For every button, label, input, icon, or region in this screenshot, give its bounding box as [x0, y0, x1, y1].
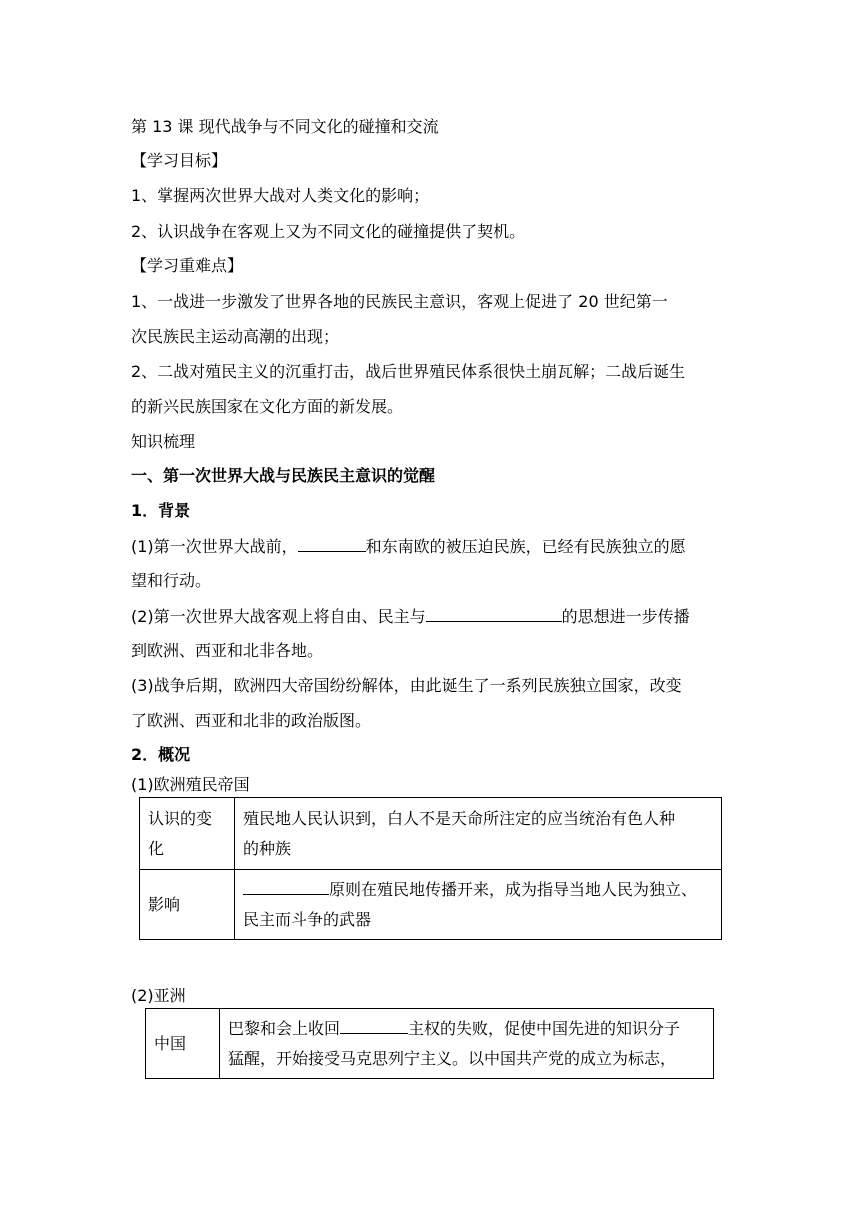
table-row — [146, 1009, 714, 1079]
text: 的思想进一步传播 — [561, 607, 690, 626]
text: 和东南欧的被压迫民族，已经有民族独立的愿 — [365, 537, 686, 556]
objectives-heading: 【学习目标】 — [131, 151, 228, 170]
cell-text: 殖民地人民认识到，白人不是天命所注定的应当统治有色人种 — [243, 808, 676, 828]
asia-table — [145, 1008, 714, 1079]
key-point-text: 次民族民主运动高潮的出现； — [131, 327, 340, 346]
cell-text: 化 — [148, 838, 165, 858]
text: (2)第一次世界大战客观上将自由、民主与 — [131, 607, 426, 626]
background-item-2 — [131, 606, 690, 627]
fill-blank[interactable] — [340, 1018, 408, 1034]
table-label-cell — [140, 798, 235, 870]
background-item-1-cont: 望和行动。 — [131, 571, 212, 590]
background-item-3-cont: 了欧洲、西亚和北非的政治版图。 — [131, 711, 372, 730]
subsection-heading: 1．背景 — [131, 501, 191, 520]
cell-text: 影响 — [148, 894, 181, 914]
text: (1)第一次世界大战前， — [131, 537, 298, 556]
cell-text: 中国 — [154, 1033, 187, 1053]
cell-text: 民主而斗争的武器 — [243, 909, 372, 929]
page-title: 第 13 课 现代战争与不同文化的碰撞和交流 — [131, 117, 439, 136]
objective-item: 2、认识战争在客观上又为不同文化的碰撞提供了契机。 — [131, 222, 526, 241]
europe-table — [139, 797, 722, 940]
cell-text — [243, 875, 713, 905]
cell-text: 猛醒，开始接受马克思列宁主义。以中国共产党的成立为标志， — [228, 1048, 677, 1068]
key-point-text: 2、二战对殖民主义的沉重打击，战后世界殖民体系很快土崩瓦解；二战后诞生 — [131, 362, 686, 381]
fill-blank[interactable] — [243, 879, 329, 895]
table-row — [140, 870, 722, 940]
key-points-heading: 【学习重难点】 — [131, 256, 244, 275]
knowledge-heading: 知识梳理 — [131, 432, 196, 451]
table-row — [140, 798, 722, 870]
table-content-cell — [235, 870, 722, 940]
cell-text — [228, 1014, 705, 1044]
text: 原则在殖民地传播开来，成为指导当地人民为独立、 — [329, 879, 698, 899]
table-content-cell — [220, 1009, 714, 1079]
cell-text: 的种族 — [243, 838, 292, 858]
table-content-cell — [235, 798, 722, 870]
background-item-3: (3)战争后期，欧洲四大帝国纷纷解体，由此诞生了一系列民族独立国家，改变 — [131, 676, 682, 695]
section-heading: 一、第一次世界大战与民族民主意识的觉醒 — [131, 466, 436, 485]
background-item-2-cont: 到欧洲、西亚和北非各地。 — [131, 641, 324, 660]
europe-label: (1)欧洲殖民帝国 — [131, 775, 250, 794]
text: 巴黎和会上收回 — [228, 1018, 341, 1038]
fill-blank[interactable] — [298, 536, 366, 552]
asia-label: (2)亚洲 — [131, 986, 186, 1005]
objective-item: 1、掌握两次世界大战对人类文化的影响； — [131, 186, 430, 205]
background-item-1 — [131, 536, 686, 557]
cell-text: 认识的变 — [148, 808, 213, 828]
table-label-cell — [140, 870, 235, 940]
key-point-text: 1、一战进一步激发了世界各地的民族民主意识，客观上促进了 20 世纪第一 — [131, 292, 668, 311]
fill-blank[interactable] — [426, 606, 562, 622]
key-point-text: 的新兴民族国家在文化方面的新发展。 — [131, 397, 404, 416]
table-label-cell — [146, 1009, 220, 1079]
text: 主权的失败，促使中国先进的知识分子 — [408, 1018, 681, 1038]
subsection-heading: 2．概况 — [131, 745, 191, 764]
